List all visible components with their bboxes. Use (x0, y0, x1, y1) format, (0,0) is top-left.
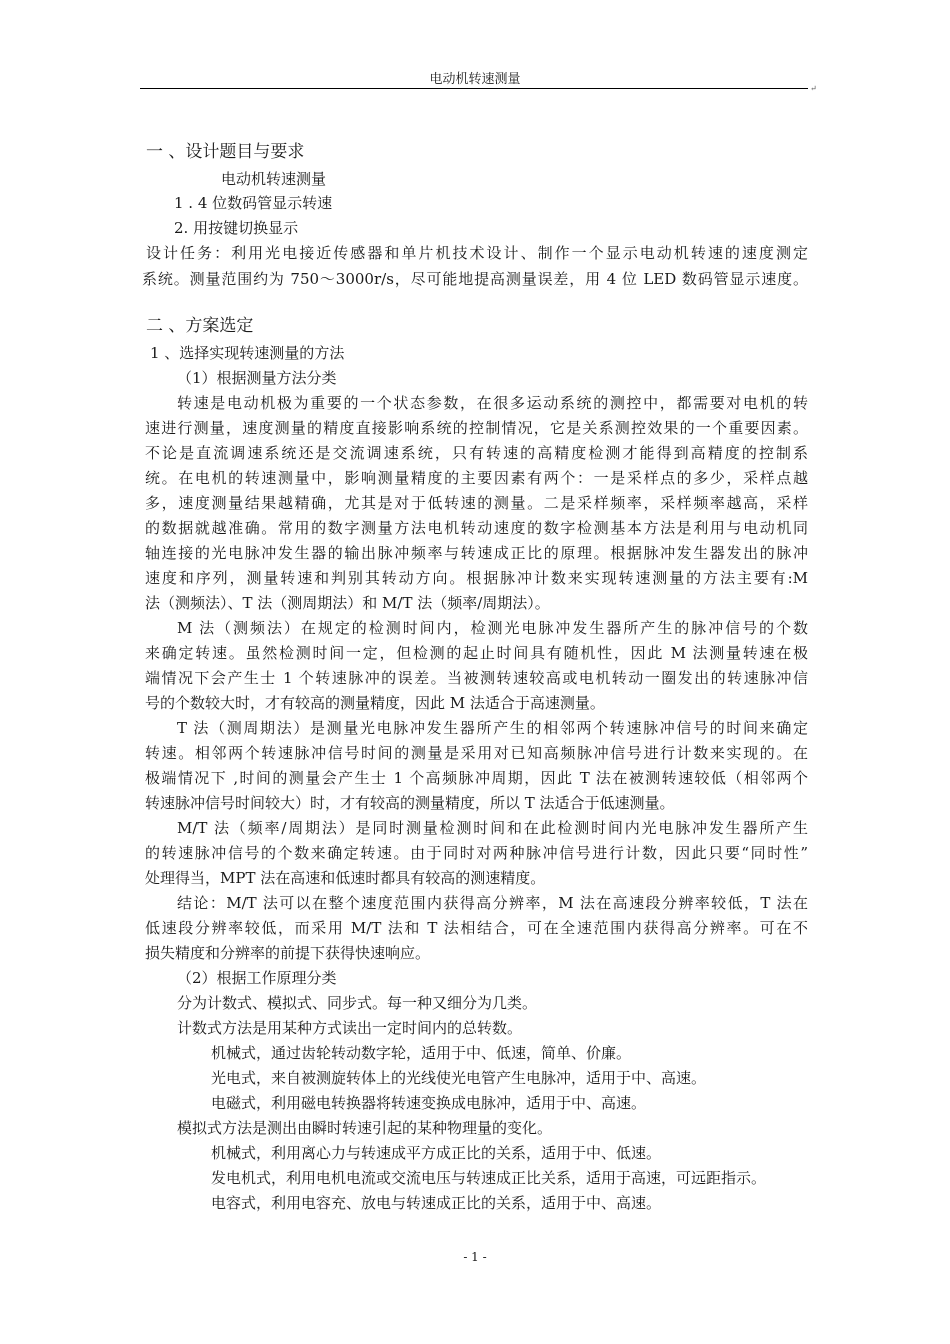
paragraph-line: 转速脉冲信号时间较大）时，才有较高的测量精度，所以 T 法适合于低速测量。 (145, 794, 675, 812)
paragraph-line: M/T 法（频率/周期法）是同时测量检测时间和在此检测时间内光电脉冲发生器所产生 (177, 819, 808, 837)
paragraph-line: 转速是电动机极为重要的一个状态参数，在很多运动系统的测控中，都需要对电机的转 (177, 394, 808, 412)
paragraph-line: T 法（测周期法）是测量光电脉冲发生器所产生的相邻两个转速脉冲信号的时间来确定 (177, 719, 808, 737)
paragraph-line: 多，速度测量结果越精确，尤其是对于低转速的测量。二是采样频率，采样频率越高，采样 (145, 494, 808, 512)
paragraph-line: 低速段分辨率较低，而采用 M/T 法和 T 法相结合，可在全速范围内获得高分辨率。可在不 (145, 919, 808, 937)
section2-heading: 二 、方案选定 (146, 316, 254, 336)
paragraph-line: 轴连接的光电脉冲发生器的输出脉冲频率与转速成正比的原理。根据脉冲发生器发出的脉冲 (145, 544, 808, 562)
category-2-title: （2）根据工作原理分类 (177, 969, 337, 987)
paragraph-line: 的数据就越准确。常用的数字测量方法电机转动速度的数字检测基本方法是利用与电动机同 (145, 519, 808, 537)
paragraph-line: M 法（测频法）在规定的检测时间内，检测光电脉冲发生器所产生的脉冲信号的个数 (177, 619, 808, 637)
counting-method-item: 机械式，通过齿轮转动数字轮，适用于中、低速，简单、价廉。 (211, 1044, 632, 1062)
header-title: 电动机转速测量 (429, 72, 521, 87)
counting-method-item: 电磁式，利用磁电转换器将转速变换成电脉冲，适用于中、高速。 (211, 1094, 647, 1112)
header-mark: ↵ (810, 84, 817, 93)
counting-method-item: 光电式，来自被测旋转体上的光线使光电管产生电脉冲，适用于中、高速。 (211, 1069, 707, 1087)
requirement-1: 1 . 4 位数码管显示转速 (174, 194, 333, 212)
page-number: - 1 - (463, 1250, 487, 1264)
category-1-title: （1）根据测量方法分类 (177, 369, 337, 387)
paragraph-line: 的转速脉冲信号的个数来确定转速。由于同时对两种脉冲信号进行计数，因此只要“同时性” (145, 844, 808, 862)
paragraph-line: 端情况下会产生士 1 个转速脉冲的误差。当被测转速较高或电机转动一圈发出的转速脉冲信 (145, 669, 808, 687)
subsection-1-title: 1 、选择实现转速测量的方法 (150, 344, 345, 362)
paragraph-line: 转速。相邻两个转速脉冲信号时间的测量是采用对已知高频脉冲信号进行计数来实现的。在 (145, 744, 808, 762)
paragraph-line: 处理得当，MPT 法在高速和低速时都具有较高的测速精度。 (145, 869, 546, 887)
analog-method-item: 电容式，利用电容充、放电与转速成正比的关系，适用于中、高速。 (211, 1194, 662, 1212)
paragraph-line: 速进行测量，速度测量的精度直接影响系统的控制情况，它是关系测控效果的一个重要因素。 (145, 419, 808, 437)
paragraph-line: 法（测频法）、T 法（测周期法）和 M/T 法（频率/周期法）。 (145, 594, 550, 612)
analog-method-item: 机械式，利用离心力与转速成平方成正比的关系，适用于中、低速。 (211, 1144, 662, 1162)
paragraph-line: 统。在电机的转速测量中，影响测量精度的主要因素有两个：一是采样点的多少，采样点越 (145, 469, 808, 487)
paragraph-line: 速度和序列，测量转速和判别其转动方向。根据脉冲计数来实现转速测量的方法主要有:M (145, 569, 808, 587)
analog-method-intro: 模拟式方法是测出由瞬时转速引起的某种物理量的变化。 (177, 1119, 553, 1137)
paragraph-line: 不论是直流调速系统还是交流调速系统，只有转速的高精度检测才能得到高精度的控制系 (145, 444, 808, 462)
task-line-1: 设计任务：利用光电接近传感器和单片机技术设计、制作一个显示电动机转速的速度测定 (146, 244, 808, 262)
header-rule (140, 88, 808, 89)
section1-heading: 一 、设计题目与要求 (146, 142, 305, 162)
analog-method-item: 发电机式，利用电机电流或交流电压与转速成正比关系，适用于高速，可远距指示。 (211, 1169, 767, 1187)
section1-subtitle: 电动机转速测量 (221, 170, 327, 188)
paragraph-line: 极端情况下 ,时间的测量会产生士 1 个高频脉冲周期，因此 T 法在被测转速较低（相邻两个 (145, 769, 808, 787)
counting-method-intro: 计数式方法是用某种方式读出一定时间内的总转数。 (177, 1019, 523, 1037)
paragraph-line: 来确定转速。虽然检测时间一定，但检测的起止时间具有随机性，因此 M 法测量转速在极 (145, 644, 808, 662)
paragraph-line: 号的个数较大时，才有较高的测量精度，因此 M 法适合于高速测量。 (145, 694, 605, 712)
category-2-intro: 分为计数式、模拟式、同步式。每一种又细分为几类。 (177, 994, 538, 1012)
paragraph-line: 结论：M/T 法可以在整个速度范围内获得高分辨率，M 法在高速段分辨率较低，T 法在 (177, 894, 808, 912)
requirement-2: 2. 用按键切换显示 (174, 219, 299, 237)
task-line-2: 系统。测量范围约为 750～3000r/s，尽可能地提高测量误差，用 4 位 LED 数码管显示速度。 (142, 270, 808, 288)
paragraph-line: 损失精度和分辨率的前提下获得快速响应。 (145, 944, 431, 962)
